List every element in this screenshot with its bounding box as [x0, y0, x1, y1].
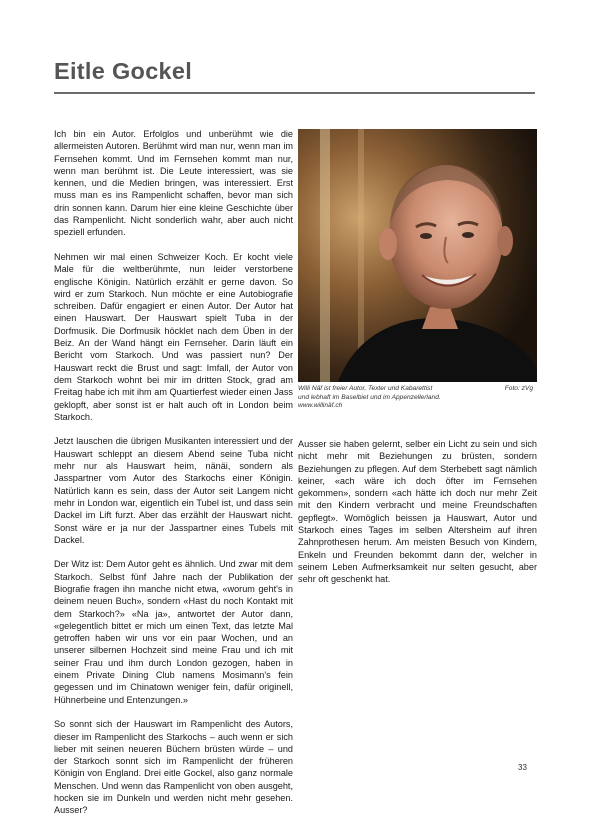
title-rule: [54, 92, 535, 94]
article-title: Eitle Gockel: [54, 58, 193, 84]
article-column-left: [54, 128, 293, 829]
caption-line: Willi Näf ist freier Autor, Texter und Kabarettist: [298, 385, 433, 392]
photo-credit: Foto: zVg: [504, 385, 533, 392]
paragraph: So sonnt sich der Hauswart im Rampenlicht des Autors, dieser im Rampenlicht des Starkochs – auch wenn er sich lieber mit seinen neueren Büchern brüsten würde – und der Starkoch sonnt sich im Rampenlicht der früheren Königin von England. Drei eitle Gockel, also ganz normale Menschen. Und wenn das Rampenlicht von oben ausgeht, hocken sie im Dunkeln und werden nicht mehr gesehen. Ausser?: [54, 719, 293, 816]
author-photo: [298, 129, 537, 382]
paragraph: Der Witz ist: Dem Autor geht es ähnlich. Und zwar mit dem Starkoch. Selbst fünf Jahre nach der Publikation der Biografie fragen ihn manche nicht etwa, «worum geht's in deinem neuen Buch», sondern «Hast du noch Kontakt mit dem Starkoch?» «Na ja», antwortet der Autor dann, «gelegentlich bittet er mich um einen Text, das letzte Mal getroffen haben wir uns vor ein paar Wochen, und an unserer silbernen Hochzeit sind meine Frau und ich mit seiner Frau und ihm durch London gezogen, haben in einem Private Dining Club namens Mosimann's fein gegessen und im Chinatown weniger fein, dafür originell, Hühnerbeine und Entenzungen.»: [54, 559, 293, 705]
paragraph: Ich bin ein Autor. Erfolglos und unberühmt wie die allermeisten Autoren. Berühmt wird man nur, wenn man im Fernsehen kommt. Und im Fernsehen kommt man nur, wenn man berühmt ist. Die Leute interessiert, was sie kennen, und die Medien bringen, was interessiert. Erst muss man es ins Rampenlicht schaffen, bevor man sich drin sonnen kann. Darum hier eine kleine Geschichte über das Rampenlicht. Nicht sonderlich wahr, aber auch nicht speziell erfunden.: [54, 129, 293, 238]
photo-caption: [298, 385, 537, 411]
article-column-right: [298, 438, 537, 598]
caption-website: www.willinäf.ch: [298, 402, 343, 410]
page-number: 33: [518, 763, 527, 772]
paragraph: Nehmen wir mal einen Schweizer Koch. Er kocht viele Male für die weltberühmte, nun leider verstorbene englische Königin. Natürlich erzählt er gerne davon. So wird er zum Starkoch. Nun möchte er eine Autobiografie schreiben. Dafür engagiert er einen Autor. Der Autor hat einen Hauswart. Der Hauswart spielt Tuba in der Dorfmusik. Die Dorfmusik höcklet nach dem Üben in der Beiz. An der Wand hängt ein Fernseher. Darin läuft ein Bericht vom Starkoch. Und was passiert nun? Der Hauswart reckt die Brust und sagt: Imfall, der Autor von dem Starkoch wohnt bei mir im dritten Stock, grad am Freitag habe ich mit ihm am Quartierfest wieder einen Jass geklopft, aber sonst ist er halt auch oft in London beim Starkoch.: [54, 251, 293, 422]
paragraph: Ausser sie haben gelernt, selber ein Licht zu sein und sich nicht mehr mit Beziehungen zu brüsten, sondern Beziehungen zu pflegen. Auf dem Sterbebett sagt nämlich keiner, «ach wäre ich doch öfter im Fernsehen gekommen», sondern «ach hätte ich doch nur mehr Zeit mit den Kindern verbracht und meine Freundschaften gepflegt». Womöglich beissen ja Hauswart, Autor und Starkoch eines Tages im selben Altersheim auf ihren Zahnprothesen herum. Am meisten Besuch von Kindern, Enkeln und Freunden bekommt dann der, welcher in seinem Leben Aufmerksamkeit nur selten gesucht, aber sehr oft geschenkt hat.: [298, 439, 537, 585]
caption-line: und lebhaft im Baselbiet und im Appenzellerland.: [298, 393, 441, 401]
paragraph: Jetzt lauschen die übrigen Musikanten interessiert und der Hauswart schleppt an diesem Abend seine Tuba nicht mehr nur als Hauswart heim, nänäi, sondern als Jasspartner vom Autor des Starkochs einer Königin. Natürlich kann es sein, dass der Autor seit Langem nicht mehr in London war, eigentlich ein Tubel ist, und dass sein Dackel im Lift furzt. Aber das erzählt der Hauswart nicht. Sonst wäre er ja nur der Jasspartner eines Tubels mit Dackel.: [54, 436, 293, 545]
